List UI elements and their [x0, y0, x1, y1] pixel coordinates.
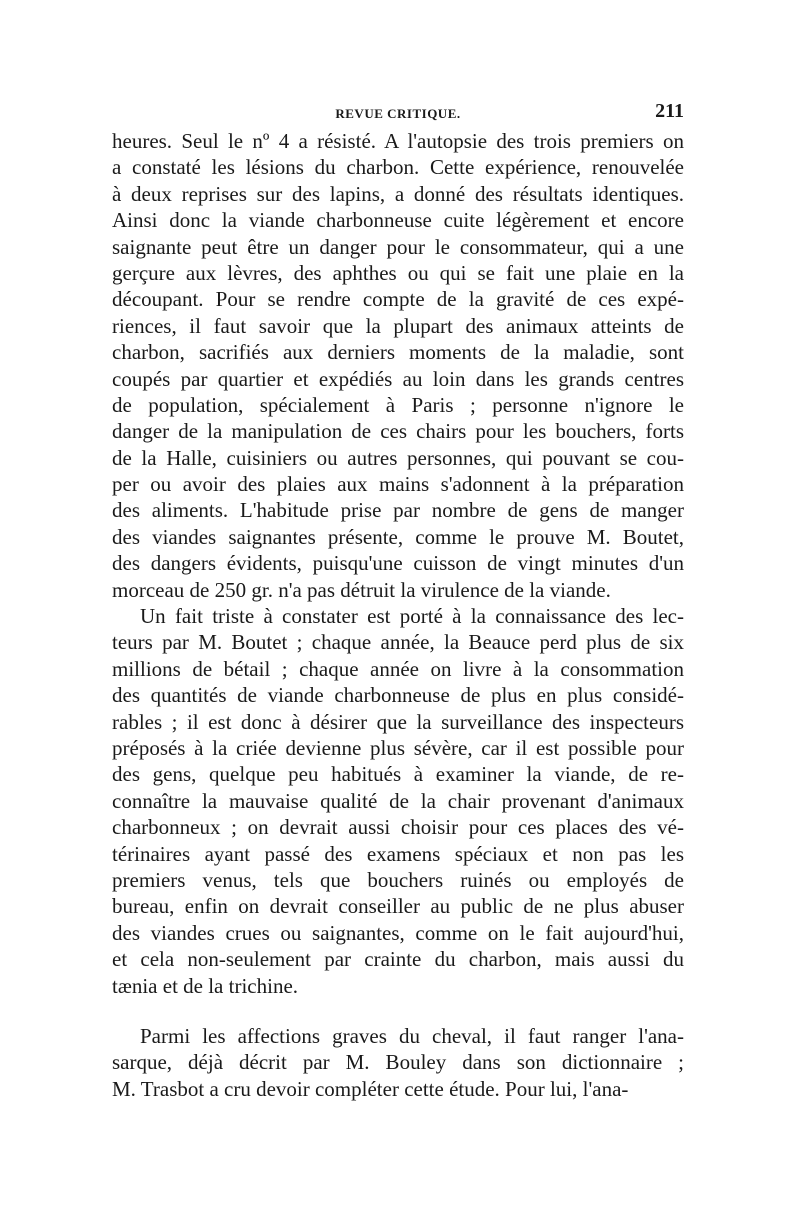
- body-text: [112, 128, 684, 1102]
- paragraph: [112, 1023, 684, 1102]
- text-line: des gens, quelque peu habitués à examiner la viande, de re-: [112, 762, 684, 787]
- text-line: des viandes crues ou saignantes, comme on le fait aujourd'hui,: [112, 920, 684, 945]
- running-title: REVUE CRITIQUE.: [335, 106, 461, 121]
- text-line: Un fait triste à constater est porté à la connaissance des lec-: [140, 604, 684, 629]
- text-line: charbonneux ; on devrait aussi choisir pour ces places des vé-: [112, 815, 684, 840]
- page-number: 211: [655, 100, 684, 122]
- text-line: découpant. Pour se rendre compte de la gravité de ces expé-: [112, 287, 684, 312]
- text-line: M. Trasbot a cru devoir compléter cette étude. Pour lui, l'ana-: [112, 1076, 629, 1101]
- text-line: tænia et de la trichine.: [112, 973, 299, 998]
- text-line: morceau de 250 gr. n'a pas détruit la virulence de la viande.: [112, 577, 611, 602]
- text-line: premiers venus, tels que bouchers ruinés ou employés de: [112, 867, 684, 892]
- text-line: heures. Seul le nº 4 a résisté. A l'autopsie des trois premiers on: [112, 129, 684, 153]
- text-line: teurs par M. Boutet ; chaque année, la Beauce perd plus de six: [112, 630, 684, 655]
- text-line: gerçure aux lèvres, des aphthes ou qui se fait une plaie en la: [112, 260, 684, 285]
- text-line: connaître la mauvaise qualité de la chair provenant d'animaux: [112, 788, 684, 813]
- running-head: [112, 100, 684, 130]
- text-line: des viandes saignantes présente, comme le prouve M. Boutet,: [112, 524, 684, 549]
- paragraph-gap: [112, 999, 684, 1023]
- text-line: riences, il faut savoir que la plupart des animaux atteints de: [112, 313, 684, 338]
- text-line: des quantités de viande charbonneuse de plus en plus considé-: [112, 683, 684, 708]
- text-line: sarque, déjà décrit par M. Bouley dans son dictionnaire ;: [112, 1050, 684, 1075]
- text-line: Ainsi donc la viande charbonneuse cuite légèrement et encore: [112, 208, 684, 233]
- text-line: préposés à la criée devienne plus sévère, car il est possible pour: [112, 735, 684, 760]
- text-line: a constaté les lésions du charbon. Cette expérience, renouvelée: [112, 155, 684, 180]
- text-line: bureau, enfin on devrait conseiller au public de ne plus abuser: [112, 894, 684, 919]
- paragraph: [112, 603, 684, 999]
- text-line: coupés par quartier et expédiés au loin dans les grands centres: [112, 366, 684, 391]
- text-line: millions de bétail ; chaque année on livre à la consommation: [112, 656, 684, 681]
- text-line: de population, spécialement à Paris ; personne n'ignore le: [112, 392, 684, 417]
- text-line: Parmi les affections graves du cheval, il faut ranger l'ana-: [140, 1023, 684, 1048]
- text-line: des aliments. L'habitude prise par nombre de gens de manger: [112, 498, 684, 523]
- text-line: et cela non-seulement par crainte du charbon, mais aussi du: [112, 947, 684, 972]
- text-line: à deux reprises sur des lapins, a donné des résultats identiques.: [112, 181, 684, 206]
- text-line: térinaires ayant passé des examens spéciaux et non pas les: [112, 841, 684, 866]
- text-line: charbon, sacrifiés aux derniers moments de la maladie, sont: [112, 340, 684, 365]
- paragraphs-container: [112, 128, 684, 1102]
- text-line: saignante peut être un danger pour le consommateur, qui a une: [112, 234, 684, 259]
- text-line: per ou avoir des plaies aux mains s'adonnent à la préparation: [112, 472, 684, 497]
- text-line: danger de la manipulation de ces chairs pour les bouchers, forts: [112, 419, 684, 444]
- text-line: rables ; il est donc à désirer que la surveillance des inspecteurs: [112, 709, 684, 734]
- paragraph: [112, 128, 684, 603]
- text-line: de la Halle, cuisiniers ou autres personnes, qui pouvant se cou-: [112, 445, 684, 470]
- text-line: des dangers évidents, puisqu'une cuisson de vingt minutes d'un: [112, 551, 684, 576]
